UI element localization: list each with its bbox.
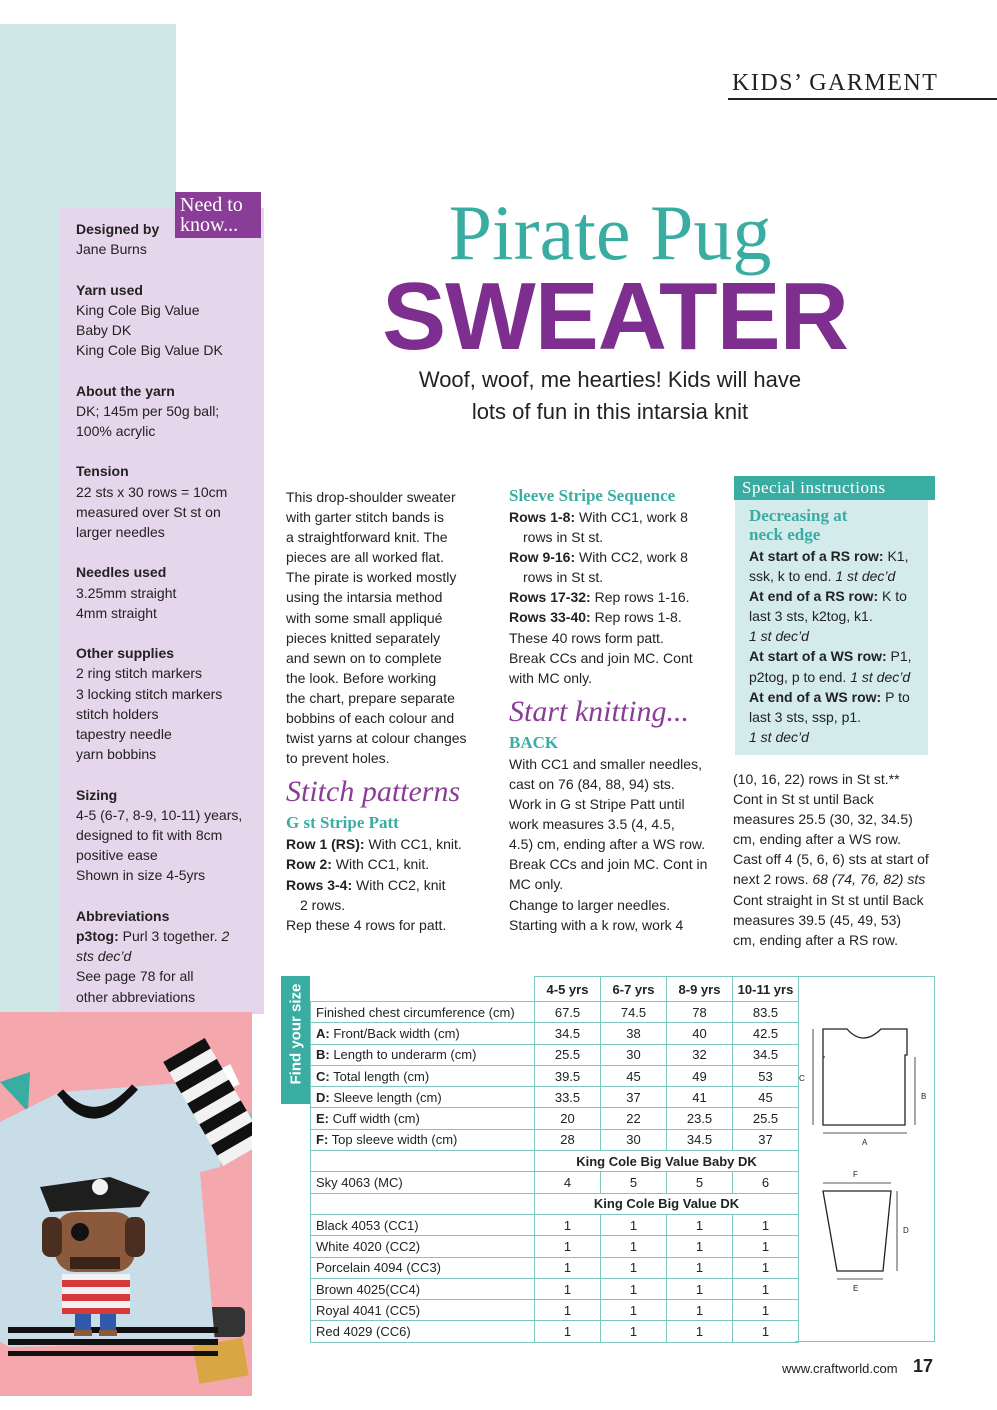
table-cell: 1 — [733, 1278, 799, 1299]
needles-label: Needles used — [76, 564, 167, 581]
table-row — [311, 1172, 799, 1193]
table-row — [311, 1023, 799, 1044]
special-line — [749, 546, 934, 566]
back-cont-stitches: 68 (74, 76, 82) sts — [812, 871, 926, 888]
special-line — [749, 687, 934, 707]
measure-name: Sleeve length (cm) — [329, 1089, 442, 1105]
tension-label: Tension — [76, 463, 129, 480]
sizing-line: 4-5 (6-7, 8-9, 10-11) years, — [76, 806, 243, 823]
intro-line: using the intarsia method — [286, 589, 443, 606]
table-row — [311, 1278, 799, 1299]
table-cell: 1 — [601, 1278, 667, 1299]
sleeve-row-label: Row 9-16: — [509, 549, 576, 566]
tension-line: larger needles — [76, 524, 165, 540]
table-cell-label: Royal 4041 (CC5) — [311, 1300, 535, 1321]
abbreviation-note: See page 78 for all — [76, 968, 194, 985]
intro-line: bobbins of each colour and — [286, 710, 455, 727]
intro-line: the look. Before working — [286, 669, 437, 686]
table-cell-label: Finished chest circumference (cm) — [311, 1002, 535, 1023]
sleeve-row-label: Rows 33-40: — [509, 609, 591, 626]
stitch-row — [286, 875, 486, 895]
table-cell: 1 — [601, 1300, 667, 1321]
designer-block — [76, 219, 262, 259]
special-line — [749, 646, 934, 666]
table-cell: 45 — [601, 1065, 667, 1086]
subtitle-line: lots of fun in this intarsia knit — [471, 399, 749, 424]
table-cell: 1 — [535, 1236, 601, 1257]
table-cell: 25.5 — [535, 1044, 601, 1065]
sweater-illustration — [0, 1012, 252, 1396]
table-header-blank — [311, 977, 535, 1002]
back-cont-line: measures 25.5 (30, 32, 34.5) — [733, 811, 913, 828]
abbreviation-line — [76, 926, 262, 946]
needles-block — [76, 562, 262, 623]
sleeve-row-text: With CC2, work 8 — [575, 549, 688, 566]
table-section-heading: King Cole Big Value Baby DK — [535, 1151, 799, 1172]
abbreviation-decrease: 2 — [217, 928, 230, 944]
measure-name: Front/Back width (cm) — [329, 1025, 460, 1041]
sleeve-row — [509, 547, 719, 567]
special-line — [749, 586, 934, 606]
table-section-heading: King Cole Big Value DK — [535, 1193, 799, 1214]
yarn-label: Yarn used — [76, 281, 143, 298]
stitch-row — [286, 834, 486, 854]
schematic-diagrams — [795, 977, 935, 1343]
table-cell: 32 — [667, 1044, 733, 1065]
table-row — [311, 1044, 799, 1065]
table-section-row — [311, 1151, 799, 1172]
sleeve-schematic — [823, 1191, 891, 1271]
table-row — [311, 1321, 799, 1342]
table-cell: 1 — [667, 1300, 733, 1321]
back-heading: BACK — [509, 732, 559, 752]
back-line: Change to larger needles. — [509, 896, 671, 913]
table-cell: 1 — [667, 1257, 733, 1278]
measure-letter: A: — [316, 1025, 330, 1041]
table-cell: 78 — [667, 1002, 733, 1023]
table-cell-blank — [311, 1193, 535, 1214]
table-cell: 39.5 — [535, 1065, 601, 1086]
sleeve-text: These 40 rows form patt. — [509, 629, 664, 646]
sleeve-row — [509, 587, 719, 607]
dimension-d-label: D — [903, 1226, 909, 1235]
subtitle — [380, 364, 840, 428]
table-cell: 53 — [733, 1065, 799, 1086]
table-cell: 20 — [535, 1108, 601, 1129]
find-your-size-tab — [281, 976, 310, 1104]
intro-line: with some small appliqué — [286, 609, 443, 626]
sizing-line: Shown in size 4-5yrs — [76, 867, 206, 884]
abbreviation-decrease: sts dec’d — [76, 948, 132, 965]
table-cell: 25.5 — [733, 1108, 799, 1129]
footer-url: www.craftworld.com — [782, 1361, 898, 1376]
section-label: KIDS’ GARMENT — [732, 70, 939, 96]
special-decrease: 1 st dec’d — [835, 568, 896, 585]
sleeve-row-cont: rows in St st. — [523, 529, 604, 546]
table-cell-label — [311, 1044, 535, 1065]
table-row — [311, 1108, 799, 1129]
back-line: MC only. — [509, 876, 564, 893]
table-cell: 30 — [601, 1129, 667, 1150]
back-line: Work in G st Stripe Patt until — [509, 796, 685, 813]
back-cont-text: next 2 rows. — [733, 871, 813, 888]
abbreviation-term: p3tog: — [76, 928, 119, 944]
table-cell: 1 — [535, 1214, 601, 1235]
sleeve-row-text: With CC1, work 8 — [575, 509, 688, 525]
table-cell: 5 — [601, 1172, 667, 1193]
table-cell: 37 — [601, 1087, 667, 1108]
sleeve-text: with MC only. — [509, 669, 592, 686]
table-cell-label: Black 4053 (CC1) — [311, 1214, 535, 1235]
intro-line: to prevent holes. — [286, 750, 390, 767]
designer-name: Jane Burns — [76, 241, 147, 258]
table-cell: 40 — [667, 1023, 733, 1044]
special-subheading: neck edge — [749, 525, 821, 544]
back-line: With CC1 and smaller needles, — [509, 755, 702, 772]
abbreviation-note: other abbreviations — [76, 988, 196, 1005]
need-to-know-tab-line1: Need to — [180, 194, 243, 216]
sleeve-row — [509, 507, 719, 527]
special-text: p2tog, p to end. — [749, 668, 847, 685]
intro-line: with garter stitch bands is — [286, 509, 444, 526]
special-label: At start of a WS row: — [749, 648, 887, 665]
special-text: K1, — [883, 548, 909, 564]
table-cell: 6 — [733, 1172, 799, 1193]
table-cell: 33.5 — [535, 1087, 601, 1108]
table-cell: 4 — [535, 1172, 601, 1193]
stitch-repeat: Rep these 4 rows for patt. — [286, 916, 447, 933]
table-section-row — [311, 1193, 799, 1214]
title-main: SWEATER — [382, 263, 848, 370]
back-cont-line: Cont straight in St st until Back — [733, 891, 924, 908]
back-cont-line: cm, ending after a WS row. — [733, 831, 902, 848]
special-text: K to — [878, 588, 907, 605]
sleeve-column — [509, 485, 719, 935]
table-cell: 41 — [667, 1087, 733, 1108]
table-cell: 1 — [601, 1321, 667, 1342]
special-text: ssk, k to end. — [749, 568, 832, 585]
table-cell-label: Red 4029 (CC6) — [311, 1321, 535, 1342]
back-cont-line: measures 39.5 (45, 49, 53) — [733, 911, 902, 928]
table-cell: 83.5 — [733, 1002, 799, 1023]
sizing-line: designed to fit with 8cm — [76, 827, 223, 843]
table-header-cell: 6-7 yrs — [601, 977, 667, 1002]
stitch-patterns-heading: Stitch patterns — [286, 775, 461, 809]
intro-line: The pirate is worked mostly — [286, 569, 457, 586]
table-cell: 1 — [601, 1236, 667, 1257]
intro-line: This drop-shoulder sweater — [286, 489, 456, 505]
table-row — [311, 1257, 799, 1278]
back-cont-line: Cast off 4 (5, 6, 6) sts at start of — [733, 851, 929, 868]
supplies-label: Other supplies — [76, 645, 175, 662]
stitch-row-label: Row 2: — [286, 856, 332, 873]
measure-name: Cuff width (cm) — [329, 1111, 420, 1127]
sleeve-row-text: Rep rows 1-16. — [590, 589, 690, 606]
table-cell: 1 — [535, 1257, 601, 1278]
table-cell: 34.5 — [667, 1129, 733, 1150]
table-cell: 1 — [733, 1300, 799, 1321]
intro-line: the chart, prepare separate — [286, 689, 455, 706]
back-line: 4.5) cm, ending after a WS row. — [509, 836, 706, 853]
table-cell: 1 — [535, 1300, 601, 1321]
measure-name: Length to underarm (cm) — [329, 1047, 477, 1063]
special-label: At end of a RS row: — [749, 588, 879, 605]
table-cell: 45 — [733, 1087, 799, 1108]
table-cell: 74.5 — [601, 1002, 667, 1023]
sleeve-row-cont: rows in St st. — [523, 569, 604, 586]
table-cell: 30 — [601, 1044, 667, 1065]
about-yarn-block — [76, 381, 262, 442]
table-cell: 1 — [535, 1321, 601, 1342]
table-cell-label — [311, 1129, 535, 1150]
table-cell: 1 — [667, 1321, 733, 1342]
need-to-know-tab-line2: know... — [180, 214, 239, 236]
table-cell: 34.5 — [733, 1044, 799, 1065]
table-row — [311, 1087, 799, 1108]
intro-line: twist yarns at colour changes — [286, 730, 467, 747]
table-header-cell: 8-9 yrs — [667, 977, 733, 1002]
measure-letter: B: — [316, 1047, 330, 1063]
special-instructions-heading: Special instructions — [734, 476, 935, 500]
supplies-line: stitch holders — [76, 705, 159, 722]
needles-line: 3.25mm straight — [76, 584, 177, 601]
table-cell: 38 — [601, 1023, 667, 1044]
table-cell-label: Brown 4025(CC4) — [311, 1278, 535, 1299]
back-continued — [733, 769, 973, 950]
stitch-row-label: Row 1 (RS): — [286, 836, 365, 853]
special-subheading: Decreasing at — [749, 506, 848, 525]
table-cell-label — [311, 1065, 535, 1086]
supplies-line: tapestry needle — [76, 726, 172, 742]
intro-line: pieces knitted separately — [286, 629, 441, 646]
abbreviation-definition: Purl 3 together. — [118, 928, 218, 944]
table-row — [311, 1002, 799, 1023]
tension-line: 22 sts x 30 rows = 10cm — [76, 483, 228, 500]
supplies-line: 2 ring stitch markers — [76, 665, 203, 682]
yarn-line: King Cole Big Value DK — [76, 342, 223, 359]
schematic-frame — [795, 976, 935, 1342]
special-text: P to — [881, 688, 910, 705]
special-line — [749, 667, 934, 687]
back-line: Break CCs and join MC. Cont in — [509, 856, 708, 873]
intro-line: a straightforward knit. The — [286, 529, 448, 546]
supplies-line: 3 locking stitch markers — [76, 685, 223, 702]
table-cell: 1 — [733, 1321, 799, 1342]
stitch-row-label: Rows 3-4: — [286, 876, 353, 893]
table-cell: 1 — [733, 1257, 799, 1278]
sleeve-row-text: Rep rows 1-8. — [590, 609, 682, 626]
subtitle-line: Woof, woof, me hearties! Kids will have — [418, 367, 802, 392]
table-cell-label: Sky 4063 (MC) — [311, 1172, 535, 1193]
table-cell: 5 — [667, 1172, 733, 1193]
table-cell: 1 — [667, 1278, 733, 1299]
special-line — [749, 566, 934, 586]
table-cell: 49 — [667, 1065, 733, 1086]
table-row — [311, 1214, 799, 1235]
table-cell-blank — [311, 1151, 535, 1172]
intro-line: and sewn on to complete — [286, 649, 442, 666]
measure-letter: D: — [316, 1089, 330, 1105]
body-schematic — [823, 1029, 907, 1125]
sleeve-row — [509, 607, 719, 627]
table-cell: 1 — [667, 1236, 733, 1257]
table-row — [311, 1129, 799, 1150]
dimension-a-label: A — [862, 1138, 868, 1147]
back-cont-line: cm, ending after a RS row. — [733, 931, 898, 948]
about-yarn-line: 100% acrylic — [76, 423, 156, 439]
designer-label: Designed by — [76, 221, 160, 237]
about-yarn-line: DK; 145m per 50g ball; — [76, 402, 220, 419]
table-cell: 1 — [535, 1278, 601, 1299]
sleeve-text: Break CCs and join MC. Cont — [509, 649, 693, 666]
measure-letter: F: — [316, 1132, 329, 1148]
table-cell-label: Porcelain 4094 (CC3) — [311, 1257, 535, 1278]
back-line: work measures 3.5 (4, 4.5, — [509, 816, 675, 833]
back-line: Starting with a k row, work 4 — [509, 916, 684, 933]
page-number: 17 — [913, 1356, 934, 1376]
find-your-size-label: Find your size — [287, 983, 305, 1085]
special-instructions-body — [749, 505, 934, 747]
dimension-b-label: B — [921, 1092, 927, 1101]
special-line: last 3 sts, ssp, p1. — [749, 708, 862, 725]
sleeve-row-label: Rows 1-8: — [509, 509, 576, 525]
title-script: Pirate Pug — [448, 189, 772, 276]
table-cell-label — [311, 1023, 535, 1044]
table-cell-label — [311, 1108, 535, 1129]
dimension-e-label: E — [853, 1284, 859, 1293]
yarn-block — [76, 280, 262, 361]
special-line: last 3 sts, k2tog, k1. — [749, 608, 873, 625]
yarn-line: King Cole Big Value — [76, 301, 200, 318]
sweater-photo — [0, 1012, 252, 1396]
measure-letter: E: — [316, 1111, 329, 1127]
back-cont-line: Cont in St st until Back — [733, 791, 874, 808]
table-cell-label — [311, 1087, 535, 1108]
measure-name: Top sleeve width (cm) — [328, 1132, 458, 1148]
special-decrease: 1 st dec’d — [749, 628, 809, 645]
stitch-pattern-subheading: G st Stripe Patt — [286, 813, 399, 833]
start-knitting-heading: Start knitting... — [509, 694, 689, 728]
yarn-line: Baby DK — [76, 322, 132, 338]
table-cell: 1 — [733, 1236, 799, 1257]
special-decrease: 1 st dec’d — [850, 668, 911, 685]
table-cell: 34.5 — [535, 1023, 601, 1044]
table-cell-label: White 4020 (CC2) — [311, 1236, 535, 1257]
supplies-line: yarn bobbins — [76, 746, 157, 763]
supplies-block — [76, 643, 262, 764]
stitch-row-text: With CC1, knit. — [364, 836, 462, 853]
table-cell: 23.5 — [667, 1108, 733, 1129]
table-cell: 22 — [601, 1108, 667, 1129]
measure-letter: C: — [316, 1068, 330, 1084]
table-cell: 1 — [733, 1214, 799, 1235]
section-rule — [728, 98, 997, 100]
table-cell: 67.5 — [535, 1002, 601, 1023]
stitch-row — [286, 854, 486, 874]
need-to-know-body — [76, 219, 262, 1027]
sizing-line: positive ease — [76, 847, 158, 864]
intro-column — [286, 487, 486, 935]
back-cont-line — [733, 869, 973, 889]
table-row — [311, 1236, 799, 1257]
special-text: P1, — [886, 648, 912, 665]
table-cell: 42.5 — [733, 1023, 799, 1044]
special-label: At start of a RS row: — [749, 548, 884, 564]
back-cont-line: (10, 16, 22) rows in St st.** — [733, 771, 900, 787]
special-decrease: 1 st dec’d — [749, 728, 809, 745]
dimension-f-label: F — [853, 1170, 858, 1179]
size-table — [310, 976, 799, 1343]
table-cell: 1 — [667, 1214, 733, 1235]
measure-name: Total length (cm) — [329, 1068, 430, 1084]
needles-line: 4mm straight — [76, 604, 157, 621]
table-header-cell: 4-5 yrs — [535, 977, 601, 1002]
table-cell: 28 — [535, 1129, 601, 1150]
back-line: cast on 76 (84, 88, 94) sts. — [509, 775, 675, 792]
about-yarn-label: About the yarn — [76, 382, 175, 399]
sizing-block — [76, 785, 262, 886]
sleeve-stripe-heading: Sleeve Stripe Sequence — [509, 486, 676, 505]
dimension-c-label: C — [799, 1074, 805, 1083]
intro-line: pieces are all worked flat. — [286, 549, 444, 566]
stitch-row-cont: 2 rows. — [300, 896, 346, 913]
table-header-cell: 10-11 yrs — [733, 977, 799, 1002]
sleeve-row-label: Rows 17-32: — [509, 589, 591, 606]
abbreviations-label: Abbreviations — [76, 907, 170, 924]
stitch-row-text: With CC2, knit — [352, 876, 446, 893]
table-cell: 1 — [601, 1257, 667, 1278]
table-header-row — [311, 977, 799, 1002]
table-cell: 1 — [601, 1214, 667, 1235]
table-row — [311, 1300, 799, 1321]
tension-line: measured over St st on — [76, 503, 221, 520]
abbreviations-block — [76, 906, 262, 1007]
abbreviation-line — [76, 946, 262, 966]
table-cell: 37 — [733, 1129, 799, 1150]
tension-block — [76, 461, 262, 542]
special-label: At end of a WS row: — [749, 688, 882, 705]
table-row — [311, 1065, 799, 1086]
stitch-row-text: With CC1, knit. — [331, 856, 430, 873]
sizing-label: Sizing — [76, 786, 118, 803]
